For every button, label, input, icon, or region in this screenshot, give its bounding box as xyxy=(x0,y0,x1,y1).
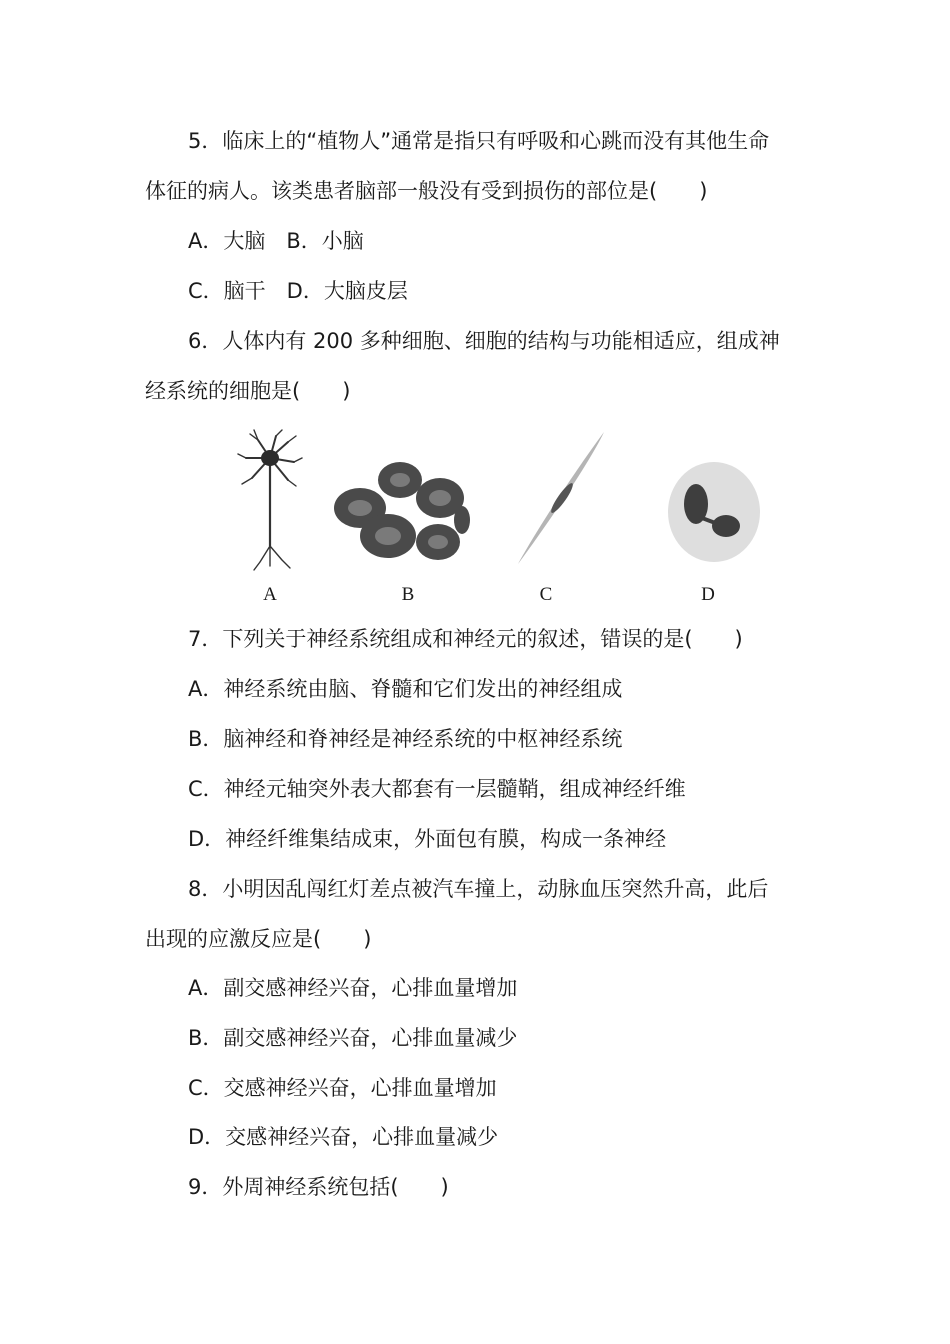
q7-stem: 7．下列关于神经系统组成和神经元的叙述，错误的是( ) xyxy=(188,627,743,651)
q6-stem-line1: 6．人体内有 200 多种细胞、细胞的结构与功能相适应，组成神 xyxy=(188,329,780,353)
q5-options-row2: C．脑干 D．大脑皮层 xyxy=(188,279,408,303)
muscle-cell-image xyxy=(512,428,612,568)
figure-label-b: B xyxy=(401,584,415,605)
figure-label-d: D xyxy=(701,584,715,605)
white-blood-cell-image xyxy=(666,456,762,566)
q6-stem-line2: 经系统的细胞是( ) xyxy=(145,379,351,403)
q8-option-b: B．副交感神经兴奋，心排血量减少 xyxy=(188,1026,518,1050)
q5-stem-line1: 5．临床上的“植物人”通常是指只有呼吸和心跳而没有其他生命 xyxy=(188,129,770,153)
q5-stem-line2: 体征的病人。该类患者脑部一般没有受到损伤的部位是( ) xyxy=(145,179,708,203)
neuron-image xyxy=(230,428,310,578)
q8-stem-line2: 出现的应激反应是( ) xyxy=(145,927,372,951)
q7-option-c: C．神经元轴突外表大都套有一层髓鞘，组成神经纤维 xyxy=(188,777,686,801)
q7-option-b: B．脑神经和脊神经是神经系统的中枢神经系统 xyxy=(188,727,623,751)
q8-option-d: D．交感神经兴奋，心排血量减少 xyxy=(188,1125,499,1149)
red-blood-cells-image xyxy=(330,458,470,568)
q5-options-row1: A．大脑 B．小脑 xyxy=(188,229,364,253)
cell-figure xyxy=(230,428,770,608)
q8-option-a: A．副交感神经兴奋，心排血量增加 xyxy=(188,976,518,1000)
figure-label-a: A xyxy=(263,584,277,605)
q8-option-c: C．交感神经兴奋，心排血量增加 xyxy=(188,1076,497,1100)
q7-option-a: A．神经系统由脑、脊髓和它们发出的神经组成 xyxy=(188,677,623,701)
figure-label-c: C xyxy=(539,584,553,605)
q9-stem: 9．外周神经系统包括( ) xyxy=(188,1175,449,1199)
q8-stem-line1: 8．小明因乱闯红灯差点被汽车撞上，动脉血压突然升高，此后 xyxy=(188,877,769,901)
q7-option-d: D．神经纤维集结成束，外面包有膜，构成一条神经 xyxy=(188,827,667,851)
